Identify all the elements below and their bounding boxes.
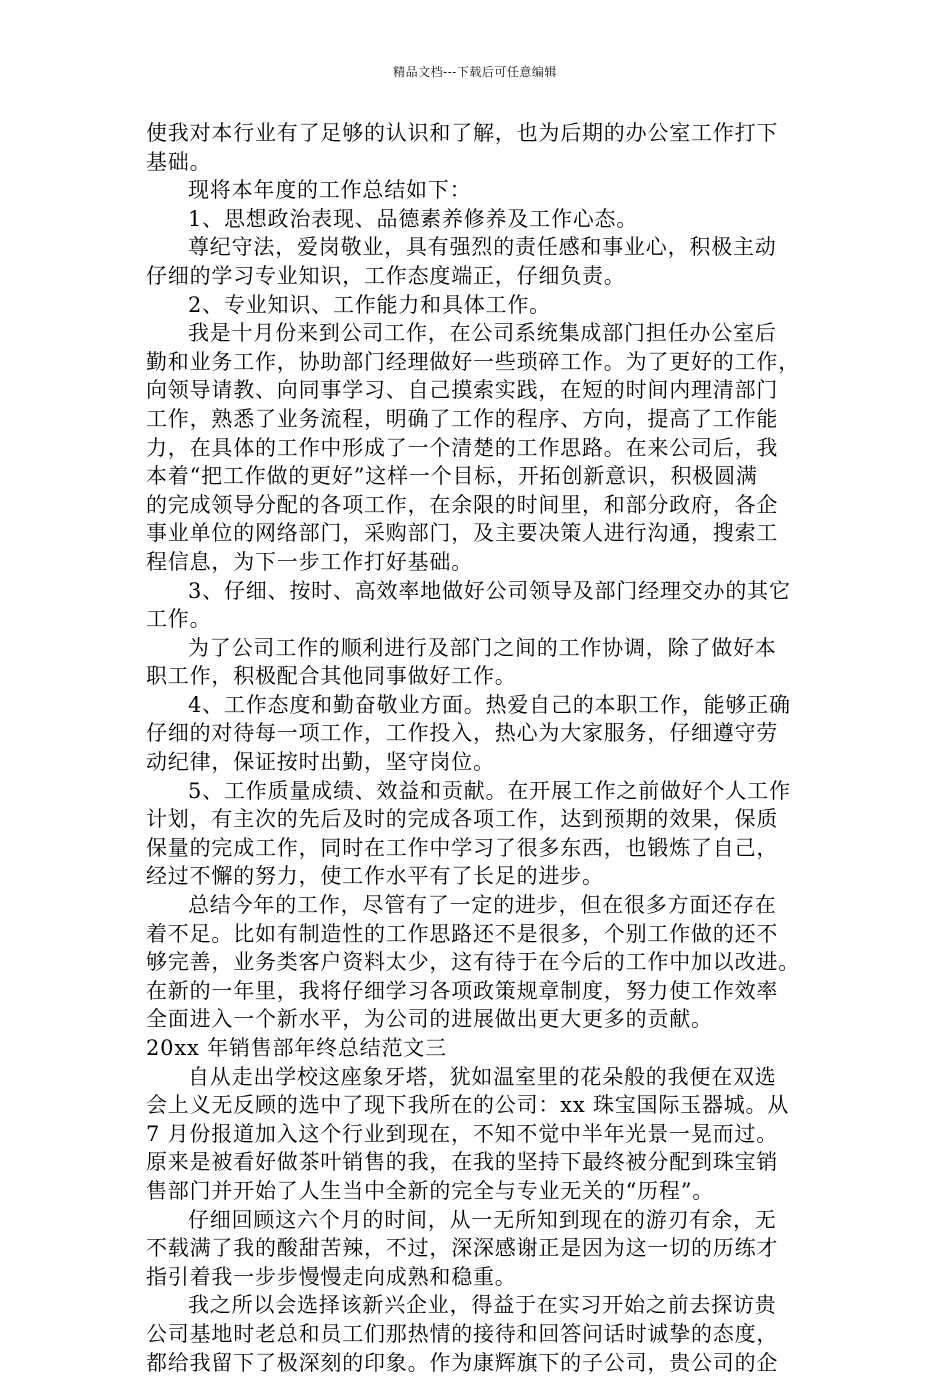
text-line: 仔细的学习专业知识，工作态度端正，仔细负责。 <box>146 263 626 288</box>
text-line: 总结今年的工作，尽管有了一定的进步，但在很多方面还存在 <box>188 893 777 918</box>
text-line: 基础。 <box>146 149 212 174</box>
text-line: 都给我留下了极深刻的印象。作为康辉旗下的子公司，贵公司的企 <box>146 1350 779 1375</box>
text-line: 使我对本行业有了足够的认识和了解，也为后期的办公室工作打下 <box>146 121 779 145</box>
text-line: 工作。 <box>146 607 212 632</box>
text-line: 自从走出学校这座象牙塔，犹如温室里的花朵般的我便在双选 <box>188 1064 777 1089</box>
text-line: 20xx 年销售部年终总结范文三 <box>146 1036 447 1060</box>
text-line: 全面进入一个新水平，为公司的进展做出更大更多的贡献。 <box>146 1007 713 1032</box>
text-line: 事业单位的网络部门，采购部门，及主要决策人进行沟通，搜索工 <box>146 521 779 546</box>
text-line: 我之所以会选择该新兴企业，得益于在实习开始之前去探访贵 <box>188 1293 777 1318</box>
text-line: 我是十月份来到公司工作，在公司系统集成部门担任办公室后 <box>188 321 777 346</box>
text-line: 现将本年度的工作总结如下： <box>188 178 472 203</box>
text-line: 勤和业务工作，协助部门经理做好一些琐碎工作。为了更好的工作， <box>146 349 800 374</box>
page-header: 精品文档---下载后可任意编辑 <box>393 65 557 79</box>
text-line: 公司基地时老总和员工们那热情的接待和回答问话时诚挚的态度， <box>146 1321 779 1346</box>
text-line: 4、工作态度和勤奋敬业方面。热爱自己的本职工作，能够正确 <box>188 692 791 717</box>
text-line: 指引着我一步步慢慢走向成熟和稳重。 <box>146 1264 517 1289</box>
text-line: 5、工作质量成绩、效益和贡献。在开展工作之前做好个人工作 <box>188 778 791 803</box>
text-line: 仔细的对待每一项工作，工作投入，热心为大家服务，仔细遵守劳 <box>146 721 779 746</box>
text-line: 会上义无反顾的选中了现下我所在的公司：xx 珠宝国际玉器城。从 <box>146 1093 790 1118</box>
text-line: 计划，有主次的先后及时的完成各项工作，达到预期的效果，保质 <box>146 807 779 832</box>
text-line: 职工作，积极配合其他同事做好工作。 <box>146 664 517 689</box>
text-line: 为了公司工作的顺利进行及部门之间的工作协调，除了做好本 <box>188 635 777 660</box>
text-line: 3、仔细、按时、高效率地做好公司领导及部门经理交办的其它 <box>188 578 791 603</box>
text-line: 经过不懈的努力，使工作水平有了长足的进步。 <box>146 864 604 889</box>
text-line: 够完善，业务类客户资料太少，这有待于在今后的工作中加以改进。 <box>146 950 800 975</box>
text-line: 本着“把工作做的更好”这样一个目标，开拓创新意识，积极圆满 <box>146 464 758 489</box>
text-line: 着不足。比如有制造性的工作思路还不是很多，个别工作做的还不 <box>146 921 779 946</box>
text-line: 售部门并开始了人生当中全新的完全与专业无关的“历程”。 <box>146 1178 715 1203</box>
text-line: 力，在具体的工作中形成了一个清楚的工作思路。在来公司后，我 <box>146 435 779 460</box>
text-line: 尊纪守法，爱岗敬业，具有强烈的责任感和事业心，积极主动 <box>188 235 777 260</box>
text-line: 仔细回顾这六个月的时间，从一无所知到现在的游刃有余，无 <box>188 1207 777 1232</box>
text-line: 向领导请教、向同事学习、自己摸索实践，在短的时间内理清部门 <box>146 378 779 403</box>
text-line: 不载满了我的酸甜苦辣，不过，深深感谢正是因为这一切的历练才 <box>146 1236 779 1261</box>
text-line: 7 月份报道加入这个行业到现在，不知不觉中半年光景一晃而过。 <box>146 1121 779 1146</box>
text-line: 2、专业知识、工作能力和具体工作。 <box>188 292 551 317</box>
text-line: 在新的一年里，我将仔细学习各项政策规章制度，努力使工作效率 <box>146 978 779 1003</box>
text-line: 1、思想政治表现、品德素养修养及工作心态。 <box>188 206 639 231</box>
text-line: 保量的完成工作，同时在工作中学习了很多东西，也锻炼了自己， <box>146 835 779 860</box>
document-body <box>146 119 806 1377</box>
text-line: 程信息，为下一步工作打好基础。 <box>146 549 473 574</box>
text-line: 动纪律，保证按时出勤，坚守岗位。 <box>146 750 495 775</box>
text-line: 原来是被看好做茶叶销售的我，在我的坚持下最终被分配到珠宝销 <box>146 1150 779 1175</box>
text-line: 的完成领导分配的各项工作，在余限的时间里，和部分政府，各企 <box>146 492 779 517</box>
text-line: 工作，熟悉了业务流程，明确了工作的程序、方向，提高了工作能 <box>146 406 779 431</box>
